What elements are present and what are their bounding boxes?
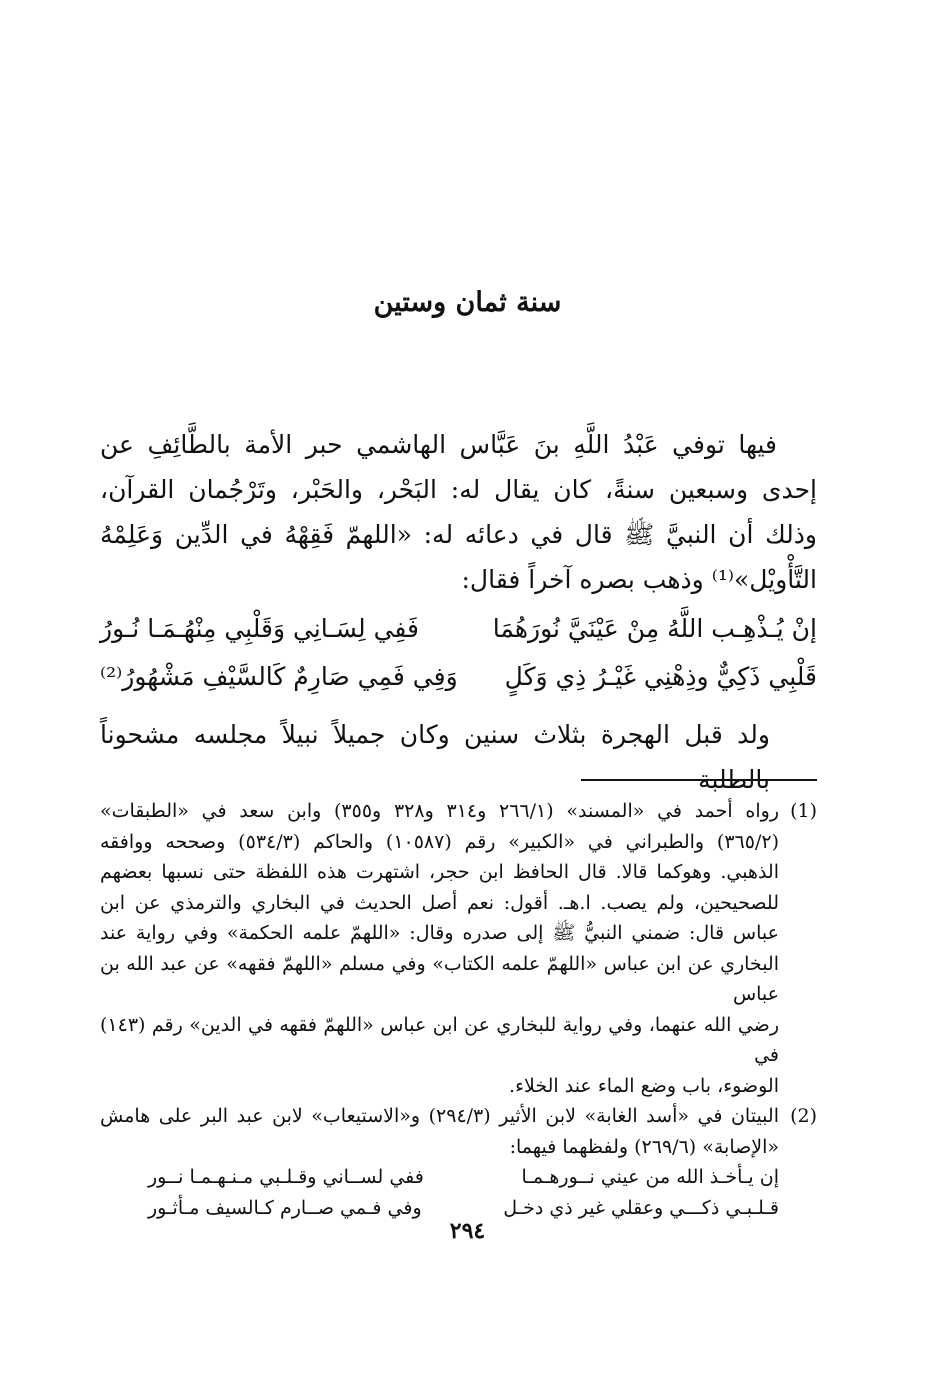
footnote-2	[100, 1101, 817, 1162]
footnote-line: عباس قال: ضمني النبيُّ ﷺ إلى صدره وقال: «اللهمّ علمه الحكمة» وفي رواية عند	[100, 922, 779, 944]
footnote-verse-1-first: إن يـأخـذ الله من عيني نــورهـمـا	[521, 1166, 779, 1188]
footnotes	[100, 796, 817, 1223]
footnote-2-number: (2)	[790, 1105, 817, 1127]
footnote-1-number: (1)	[790, 800, 817, 822]
verse-2-first-hemistich: قَلْبِي ذَكِيٌّ وذِهْنِي غَيْـرُ ذِي وَكَلٍ	[504, 662, 817, 691]
footnote-1-text	[100, 796, 779, 1101]
footnote-verse-1-second: ففي لســاني وقـلـبي مـنـهـمـا نــور	[148, 1166, 424, 1188]
poem-verse-2	[100, 654, 817, 699]
footnote-2-text	[100, 1101, 779, 1162]
footnote-line: الذهبي. وهوكما قالا. قال الحافظ ابن حجر، اشتهرت هذه اللفظة حتى نسبها بعضهم	[100, 861, 779, 883]
continuation-line: ولد قبل الهجرة بثلاث سنين وكان جميلاً نبيلاً مجلسه مشحوناً بالطلبة	[100, 720, 770, 794]
footnote-line: رواه أحمد في «المسند» (٢٦٦/١ و٣١٤ و٣٢٨ و٣٥٥) وابن سعد في «الطبقات»	[100, 800, 780, 822]
footnote-line: «الإصابة» (٢٦٩/٦) ولفظهما فيهما:	[509, 1135, 779, 1158]
verse-2-second-hemistich: وَفِي فَمِي صَارِمٌ كَالسَّيْفِ مَشْهُورُ⁽²⁾	[100, 662, 458, 691]
footnote-separator	[581, 779, 817, 781]
footnote-verse-2-first: قـلـبـي ذكـــي وعقلي غير ذي دخـل	[503, 1196, 779, 1219]
main-paragraph	[100, 422, 817, 602]
footnote-1	[100, 796, 817, 1101]
footnote-verse-2-second: وفي فـمي صــارم كـالسيف مـأثـور	[148, 1196, 422, 1219]
verse-1-first-hemistich: إنْ يُـذْهِـب اللَّهُ مِنْ عَيْنَيَّ نُورَهُمَا	[492, 614, 817, 643]
page-number: ٢٩٤	[449, 1218, 486, 1244]
footnote-line: الوضوء، باب وضع الماء عند الخلاء.	[509, 1074, 779, 1097]
footnote-line: رضي الله عنهما، وفي رواية للبخاري عن ابن عباس «اللهمّ فقهه في الدين» رقم (١٤٣) في	[100, 1013, 779, 1066]
footnote-line: البيتان في «أسد الغابة» لابن الأثير (٢٩٤/٣) و«الاستيعاب» لابن عبد البر على هامش	[100, 1105, 779, 1127]
paragraph-text: فيها توفي عَبْدُ اللَّهِ بنَ عَبَّاس الهاشمي حبر الأمة بالطَّائِفِ عن إحدى وسبعين سنةً، كان يقال له: البَحْر، والحَبْر، وتَرْجُمان القرآن، وذلك أن النبيَّ ﷺ قال في دعائه له: «اللهمّ فَقِهْهُ في الدِّين وَعَلِمْهُ التَّأْويْل»⁽¹⁾ وذهب بصره آخراً فقال:	[100, 430, 817, 594]
poem-verse-1	[100, 606, 817, 651]
footnote-line: للصحيحين، ولم يصب. ا.هـ. أقول: نعم أصل الحديث في البخاري والترمذي عن ابن	[100, 891, 779, 914]
footnote-line: البخاري عن ابن عباس «اللهمّ علمه الكتاب» وفي مسلم «اللهمّ فقهه» عن عبد الله بن عباس	[100, 952, 779, 1005]
chapter-title: سنة ثمان وستين	[373, 287, 562, 318]
verse-1-second-hemistich: فَفِي لِسَـانِي وَقَلْبِي مِنْهُـمَـا نُـورُ	[100, 614, 420, 643]
footnote-line: (٣٦٥/٢) والطبراني في «الكبير» رقم (١٠٥٨٧) والحاكم (٥٣٤/٣) وصححه ووافقه	[100, 830, 779, 853]
footnote-verse-1	[100, 1162, 779, 1193]
